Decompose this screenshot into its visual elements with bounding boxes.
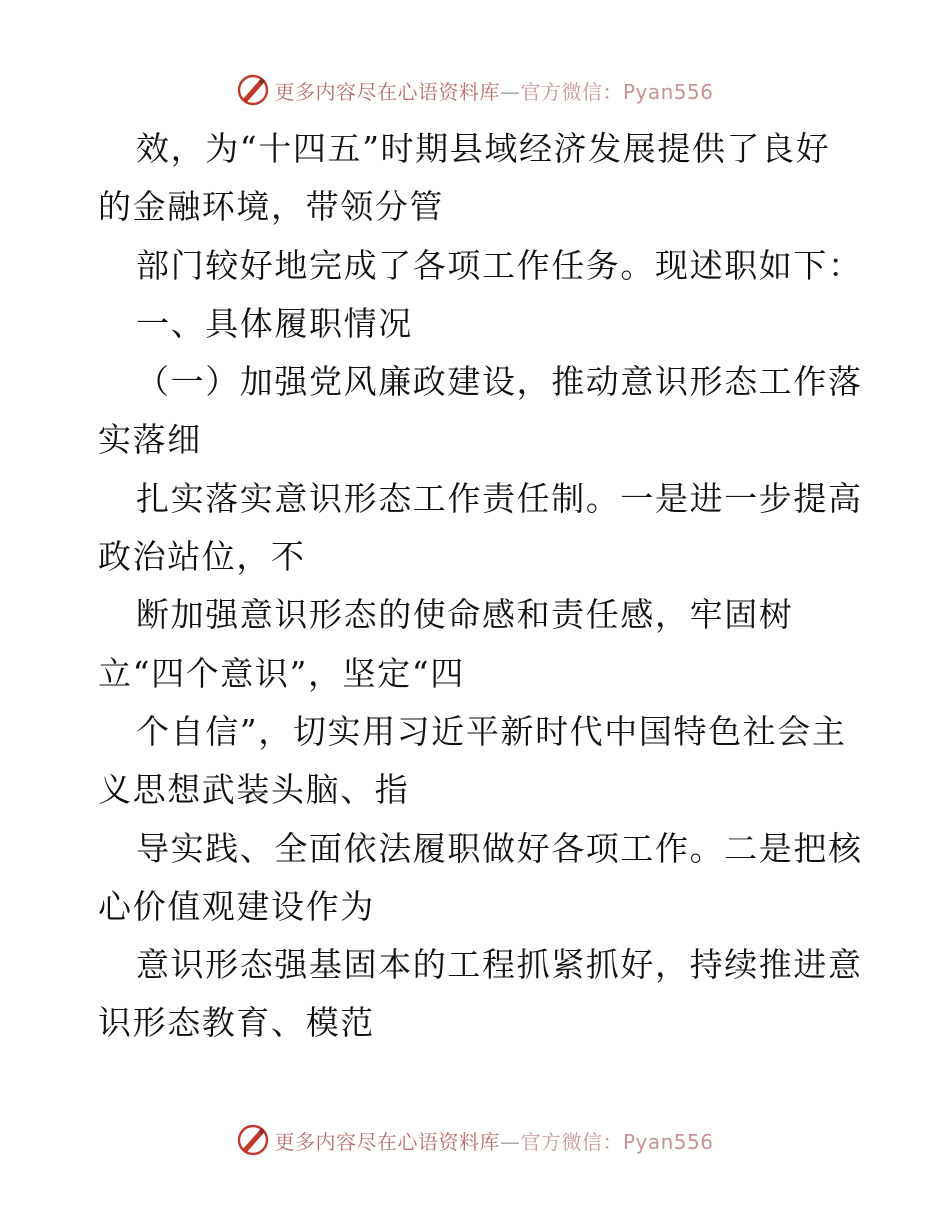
text-line: 个自信”，切实用习近平新时代中国特色社会主 <box>136 711 847 751</box>
header-watermark <box>0 70 950 110</box>
text-line: 识形态教育、模范 <box>98 1003 375 1043</box>
text-line: 导实践、全面依法履职做好各项工作。二是把核 <box>136 828 863 868</box>
text-line: 断加强意识形态的使命感和责任感，牢固树 <box>136 595 794 635</box>
pen-logo-icon <box>236 1123 270 1157</box>
text-line: 效，为“十四五”时期县域经济发展提供了良好 <box>136 129 831 168</box>
document-body <box>98 120 863 1053</box>
footer-wechat: 官方微信：Pyan556 <box>520 1129 714 1154</box>
text-line: 立“四个意识”，坚定“四 <box>98 653 465 693</box>
text-line: 义思想武装头脑、指 <box>98 770 410 810</box>
footer-watermark <box>0 1120 950 1160</box>
header-separator: — <box>499 79 521 104</box>
header-wechat: 官方微信：Pyan556 <box>520 79 714 104</box>
section-heading: 一、具体履职情况 <box>136 303 413 343</box>
header-brand: 更多内容尽在心语资料库 <box>274 79 500 104</box>
footer-separator: — <box>499 1129 521 1154</box>
text-line: 的金融环境，带领分管 <box>98 187 444 227</box>
text-line: 心价值观建设作为 <box>98 886 375 926</box>
text-line: 政治站位，不 <box>98 537 306 577</box>
text-line: 实落细 <box>98 420 202 460</box>
pen-logo-icon <box>236 73 270 107</box>
subsection-heading: （一）加强党风廉政建设，推动意识形态工作落 <box>136 362 863 402</box>
text-line: 部门较好地完成了各项工作任务。现述职如下： <box>136 245 863 285</box>
text-line: 扎实落实意识形态工作责任制。一是进一步提高 <box>136 478 863 518</box>
text-line: 意识形态强基固本的工程抓紧抓好，持续推进意 <box>136 945 863 985</box>
footer-brand: 更多内容尽在心语资料库 <box>274 1129 500 1154</box>
